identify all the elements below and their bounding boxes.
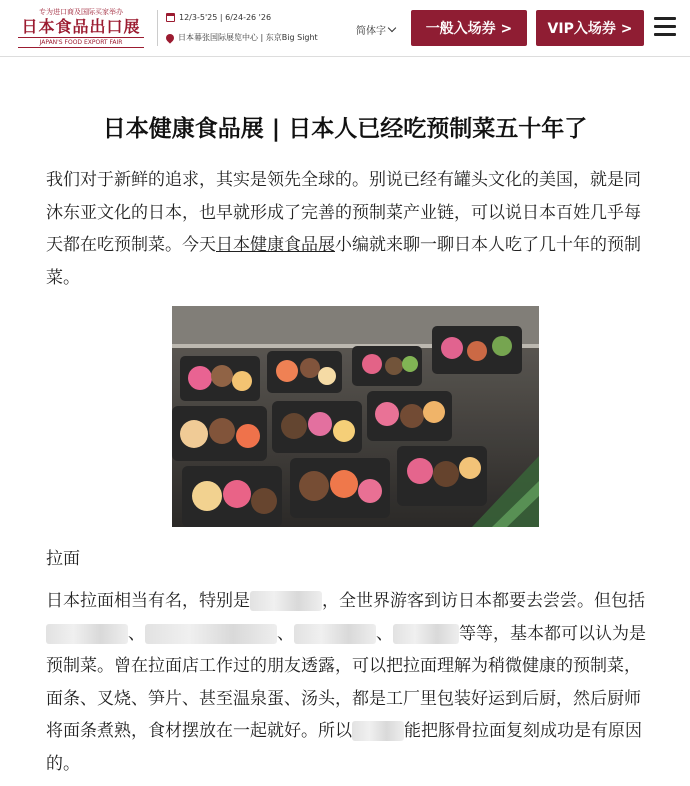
- event-venue-text: 日本幕张国际展览中心 | 东京Big Sight: [178, 33, 318, 42]
- general-ticket-button[interactable]: 一般入场券 >: [411, 10, 527, 46]
- ramen-text-1: 日本拉面相当有名，特别是: [46, 591, 250, 611]
- intro-paragraph: [46, 164, 650, 294]
- intro-text-end: 小编就来聊一聊日本人吃了几十年的预制菜。: [46, 235, 641, 288]
- site-logo[interactable]: [10, 8, 152, 50]
- site-header: [0, 0, 690, 57]
- logo-subtitle: JAPAN'S FOOD EXPORT FAIR: [18, 37, 144, 48]
- blurred-text: [46, 624, 128, 644]
- ramen-text-2: ，全世界游客到访日本都要去尝尝。但包括: [322, 591, 645, 611]
- language-selector[interactable]: [356, 22, 395, 37]
- section-title-ramen: 拉面: [46, 549, 80, 569]
- header-divider: [157, 10, 158, 46]
- ramen-text-4: 能把豚骨拉面复刻成功是有原因的。: [46, 721, 642, 774]
- blurred-text: [294, 624, 376, 644]
- blurred-text: [250, 591, 322, 611]
- logo-name: 日本食品出口展: [21, 17, 141, 36]
- blurred-text: [352, 721, 404, 741]
- chevron-down-icon: [388, 24, 396, 32]
- event-dates: [166, 13, 271, 22]
- blurred-text: [145, 624, 277, 644]
- calendar-icon: [166, 13, 175, 22]
- article-title: 日本健康食品展 | 日本人已经吃预制菜五十年了: [102, 116, 588, 142]
- location-pin-icon: [164, 32, 175, 43]
- ramen-text-3: 等等，基本都可以认为是预制菜。曾在拉面店工作过的朋友透露，可以把拉面理解为稍微健康的预制菜，面条、叉烧、笋片、甚至温泉蛋、汤头，都是工厂里包装好运到后厨，然后厨师将面条煮熟，食材摆放在一起就好。所以: [46, 623, 646, 741]
- event-venue: [166, 32, 318, 43]
- event-dates-text: 12/3-5'25 | 6/24-26 '26: [179, 13, 272, 22]
- hamburger-menu-icon[interactable]: [654, 17, 676, 37]
- intro-text-start: 我们对于新鲜的追求，其实是领先全球的。别说已经有罐头文化的美国，就是同沐东亚文化的日本，也早就形成了完善的预制菜产业链，可以说日本百姓几乎每天都在吃预制菜。今天: [46, 170, 641, 255]
- ramen-paragraph: 日本拉面相当有名，特别是 ，全世界游客到访日本都要去尝尝。但包括、 、 、 等等，基本都可以认为是预制菜。曾在拉面店工作过的朋友透露，可以把拉面理解为稍微健康的预制菜，面条、叉烧、笋片、甚至温泉蛋、汤头，都是工厂里包装好运到后厨，然后厨师将面条煮熟，食材摆放在一起就好。所以 能把豚骨拉面复刻成功是有原因的。: [46, 591, 646, 774]
- logo-tagline: 专为进口商及国际买家举办: [39, 8, 123, 16]
- language-label: 简体字: [356, 26, 386, 37]
- trade-show-link[interactable]: 日本健康食品展: [216, 235, 335, 255]
- vip-ticket-button[interactable]: VIP入场券 >: [536, 10, 644, 46]
- blurred-text: [393, 624, 459, 644]
- prepared-food-photo: [172, 306, 539, 527]
